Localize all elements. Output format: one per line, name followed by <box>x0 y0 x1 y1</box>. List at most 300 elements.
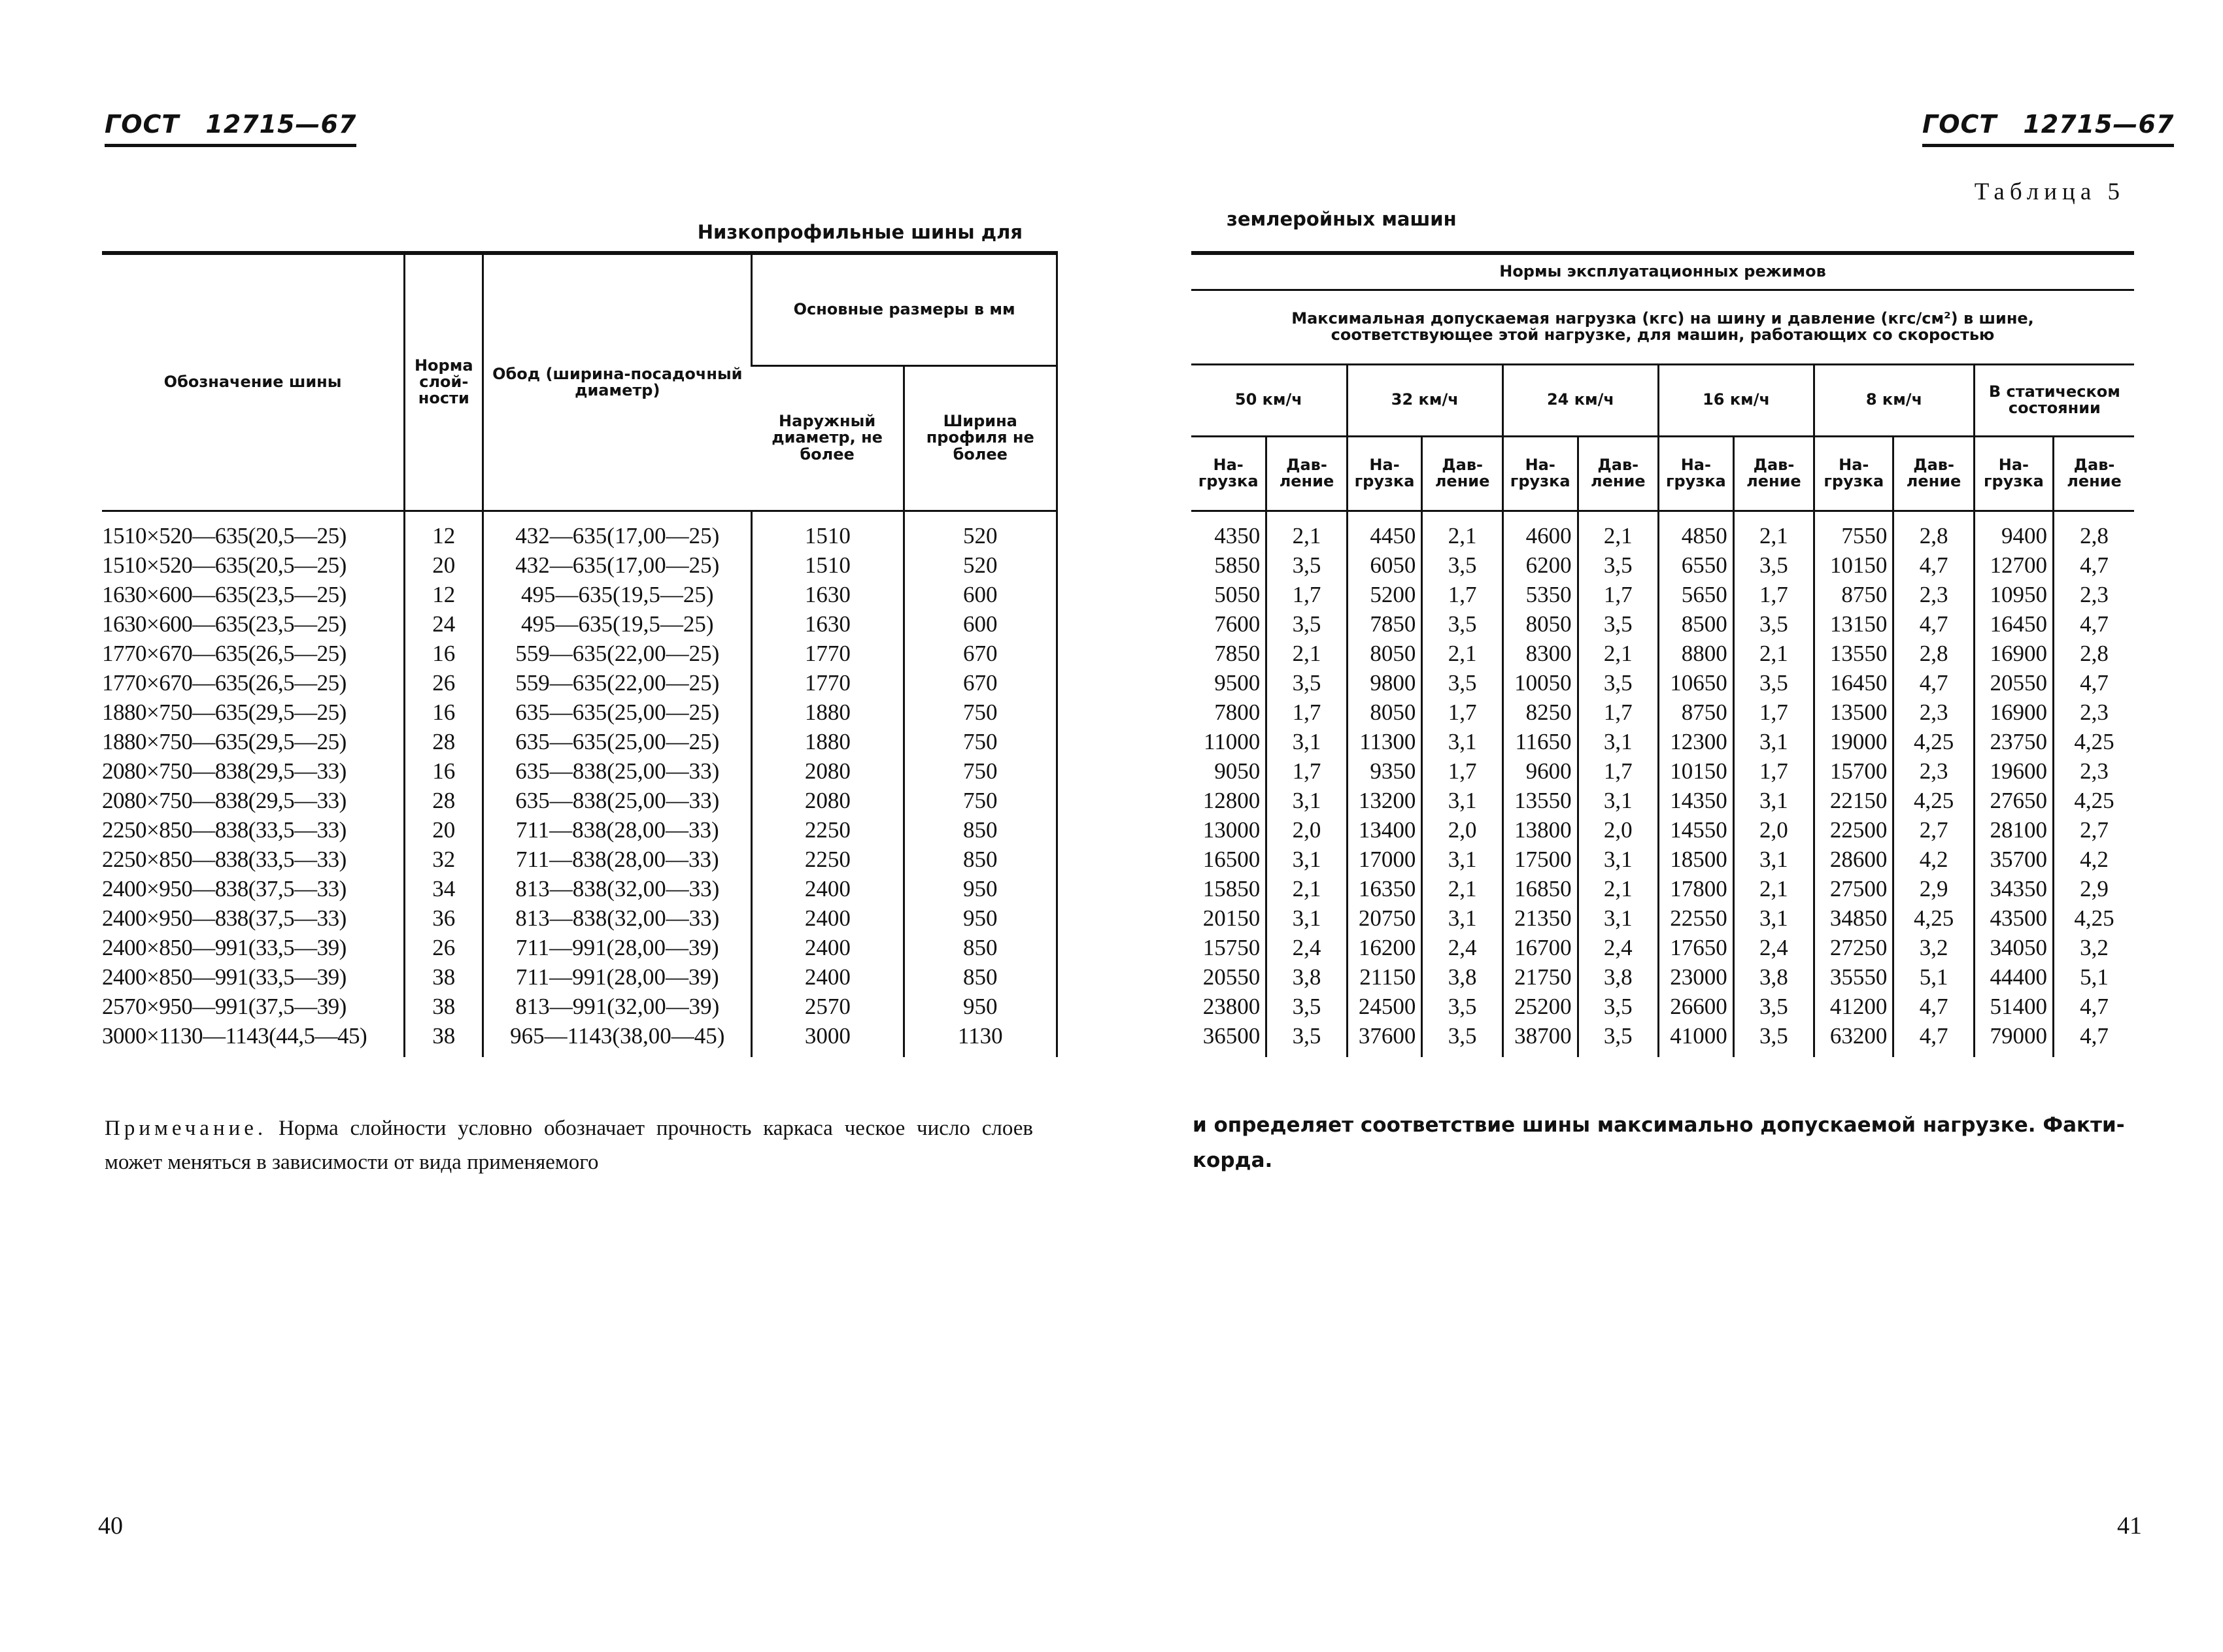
cell-pressure: 2,7 <box>2054 815 2135 845</box>
cell-pressure: 3,5 <box>1578 992 1658 1021</box>
cell-pressure: 2,8 <box>2054 639 2135 668</box>
note-label: Примечание. <box>105 1117 267 1140</box>
cell-load: 9600 <box>1502 756 1578 786</box>
cell-pressure: 3,5 <box>1422 1021 1502 1057</box>
cell-pressure: 2,1 <box>1422 639 1502 668</box>
cell-rim: 813—991(32,00—39) <box>483 992 752 1021</box>
cell-load: 15700 <box>1814 756 1893 786</box>
cell-section-width: 600 <box>904 609 1057 639</box>
cell-load: 34050 <box>1974 933 2053 962</box>
cell-ply-rating: 16 <box>405 639 483 668</box>
cell-pressure: 4,7 <box>2054 992 2135 1021</box>
table-row <box>102 845 1057 874</box>
cell-outer-diameter: 1510 <box>752 511 904 550</box>
cell-load: 28100 <box>1974 815 2053 845</box>
cell-load: 41200 <box>1814 992 1893 1021</box>
cell-section-width: 750 <box>904 786 1057 815</box>
header-pressure: Дав-ление <box>1893 436 1974 511</box>
cell-pressure: 4,7 <box>1893 668 1974 698</box>
header-speed: 32 км/ч <box>1347 364 1502 436</box>
right-header-number: 12715—67 <box>2023 110 2175 139</box>
table-row <box>1191 639 2134 668</box>
cell-ply-rating: 38 <box>405 1021 483 1057</box>
cell-load: 23800 <box>1202 993 1261 1019</box>
cell-load: 13550 <box>1814 639 1893 668</box>
cell-pressure: 2,8 <box>2054 511 2135 550</box>
cell-load: 41000 <box>1658 1021 1733 1057</box>
cell-outer-diameter: 2400 <box>752 903 904 933</box>
cell-ply-rating: 26 <box>405 668 483 698</box>
cell-load: 12300 <box>1658 727 1733 756</box>
cell-pressure: 3,1 <box>1578 845 1658 874</box>
cell-outer-diameter: 2400 <box>752 874 904 903</box>
header-pressure: Дав-ление <box>2054 436 2135 511</box>
cell-ply-rating: 28 <box>405 786 483 815</box>
cell-load: 16900 <box>1974 639 2053 668</box>
cell-outer-diameter: 1630 <box>752 580 904 609</box>
right-header <box>1922 110 2174 147</box>
cell-pressure: 5,1 <box>1893 962 1974 992</box>
cell-pressure: 2,3 <box>1893 698 1974 727</box>
header-speed: 24 км/ч <box>1502 364 1658 436</box>
cell-pressure: 3,5 <box>1578 668 1658 698</box>
cell-load: 17000 <box>1347 845 1422 874</box>
cell-pressure: 3,1 <box>1733 727 1814 756</box>
cell-load: 10050 <box>1502 668 1578 698</box>
cell-load: 8050 <box>1502 609 1578 639</box>
cell-outer-diameter: 1510 <box>752 550 904 580</box>
table-row <box>1191 698 2134 727</box>
cell-load: 11000 <box>1204 728 1261 754</box>
cell-load: 12800 <box>1202 787 1261 813</box>
cell-load: 22550 <box>1658 903 1733 933</box>
cell-load: 20150 <box>1202 905 1261 931</box>
tire-dimensions-table <box>102 251 1058 1057</box>
cell-load: 23000 <box>1658 962 1733 992</box>
table-label: Таблица 5 <box>1974 178 2125 205</box>
cell-load: 9800 <box>1347 668 1422 698</box>
tire-dimensions-body <box>102 511 1057 1057</box>
cell-pressure: 3,1 <box>1733 903 1814 933</box>
cell-outer-diameter: 2570 <box>752 992 904 1021</box>
table-row <box>1191 756 2134 786</box>
cell-pressure: 2,8 <box>1893 639 1974 668</box>
left-note <box>105 1111 1033 1179</box>
header-pressure: Дав-ление <box>1266 436 1347 511</box>
cell-pressure: 1,7 <box>1266 756 1347 786</box>
load-pressure-body <box>1191 511 2134 1057</box>
header-load: На-грузка <box>1347 436 1422 511</box>
cell-pressure: 2,4 <box>1266 933 1347 962</box>
cell-pressure: 3,5 <box>1422 550 1502 580</box>
cell-designation: 1880×750—635(29,5—25) <box>102 699 347 725</box>
cell-load: 4600 <box>1502 511 1578 550</box>
left-header-gost: ГОСТ <box>105 110 180 139</box>
cell-rim: 432—635(17,00—25) <box>483 511 752 550</box>
cell-ply-rating: 12 <box>405 511 483 550</box>
cell-pressure: 3,1 <box>1422 727 1502 756</box>
table-row <box>1191 874 2134 903</box>
cell-pressure: 2,0 <box>1733 815 1814 845</box>
header-rim: Обод (ширина-посадочный диаметр) <box>483 253 752 511</box>
cell-pressure: 1,7 <box>1266 698 1347 727</box>
cell-rim: 495—635(19,5—25) <box>483 609 752 639</box>
cell-pressure: 3,5 <box>1422 609 1502 639</box>
header-load: На-грузка <box>1502 436 1578 511</box>
cell-load: 35700 <box>1974 845 2053 874</box>
table-row <box>102 903 1057 933</box>
right-header-gost: ГОСТ <box>1922 110 1997 139</box>
table-row <box>102 698 1057 727</box>
table-row <box>102 962 1057 992</box>
cell-load: 5350 <box>1502 580 1578 609</box>
cell-pressure: 1,7 <box>1733 698 1814 727</box>
table-row <box>1191 845 2134 874</box>
cell-load: 8050 <box>1347 698 1422 727</box>
cell-pressure: 3,5 <box>1266 609 1347 639</box>
table-row <box>102 511 1057 550</box>
cell-outer-diameter: 1880 <box>752 727 904 756</box>
cell-pressure: 1,7 <box>1422 698 1502 727</box>
cell-pressure: 3,5 <box>1733 1021 1814 1057</box>
cell-ply-rating: 32 <box>405 845 483 874</box>
cell-designation: 2570×950—991(37,5—39) <box>102 993 347 1019</box>
header-pressure: Дав-ление <box>1422 436 1502 511</box>
cell-outer-diameter: 1630 <box>752 609 904 639</box>
cell-load: 22500 <box>1814 815 1893 845</box>
cell-load: 25200 <box>1502 992 1578 1021</box>
cell-rim: 711—991(28,00—39) <box>483 933 752 962</box>
table-row <box>102 874 1057 903</box>
table-row <box>1191 580 2134 609</box>
cell-load: 10150 <box>1658 756 1733 786</box>
table-row <box>1191 786 2134 815</box>
cell-designation: 1630×600—635(23,5—25) <box>102 581 347 607</box>
table-row <box>102 756 1057 786</box>
load-pressure-table <box>1191 251 2134 1057</box>
table-row <box>1191 609 2134 639</box>
left-header-number: 12715—67 <box>205 110 357 139</box>
page-number-left: 40 <box>98 1512 123 1540</box>
cell-pressure: 4,7 <box>1893 992 1974 1021</box>
cell-pressure: 3,5 <box>1733 992 1814 1021</box>
cell-load: 5650 <box>1658 580 1733 609</box>
cell-pressure: 3,5 <box>1578 550 1658 580</box>
cell-load: 6050 <box>1347 550 1422 580</box>
cell-load: 13000 <box>1202 817 1261 843</box>
note-text: Норма слойности условно обозначает прочность каркаса ческое число слоев может меняться в зависимости от вида применяемого <box>105 1117 1033 1174</box>
header-load: На-грузка <box>1814 436 1893 511</box>
cell-rim: 965—1143(38,00—45) <box>483 1021 752 1057</box>
cell-section-width: 950 <box>904 903 1057 933</box>
cell-section-width: 750 <box>904 756 1057 786</box>
cell-load: 27650 <box>1974 786 2053 815</box>
cell-section-width: 670 <box>904 668 1057 698</box>
cell-outer-diameter: 2080 <box>752 786 904 815</box>
cell-pressure: 3,1 <box>1422 903 1502 933</box>
cell-pressure: 4,2 <box>2054 845 2135 874</box>
cell-section-width: 1130 <box>904 1021 1057 1057</box>
cell-rim: 711—991(28,00—39) <box>483 962 752 992</box>
cell-load: 35550 <box>1814 962 1893 992</box>
cell-load: 7850 <box>1347 609 1422 639</box>
cell-load: 15750 <box>1202 934 1261 960</box>
cell-pressure: 2,8 <box>1893 511 1974 550</box>
header-speed: 16 км/ч <box>1658 364 1814 436</box>
cell-outer-diameter: 1770 <box>752 668 904 698</box>
cell-pressure: 2,4 <box>1422 933 1502 962</box>
cell-pressure: 3,1 <box>1578 903 1658 933</box>
cell-load: 15850 <box>1202 875 1261 902</box>
cell-load: 13400 <box>1347 815 1422 845</box>
cell-load: 8500 <box>1658 609 1733 639</box>
cell-rim: 635—635(25,00—25) <box>483 727 752 756</box>
cell-load: 13150 <box>1814 609 1893 639</box>
cell-load: 37600 <box>1347 1021 1422 1057</box>
cell-pressure: 3,5 <box>1578 609 1658 639</box>
right-table-caption: землеройных машин <box>1227 208 1457 230</box>
table-row <box>102 727 1057 756</box>
cell-pressure: 4,25 <box>2054 903 2135 933</box>
cell-pressure: 3,1 <box>1266 845 1347 874</box>
cell-pressure: 1,7 <box>1578 756 1658 786</box>
cell-rim: 559—635(22,00—25) <box>483 668 752 698</box>
cell-section-width: 850 <box>904 845 1057 874</box>
cell-designation: 1770×670—635(26,5—25) <box>102 640 347 666</box>
cell-load: 16850 <box>1502 874 1578 903</box>
cell-outer-diameter: 1770 <box>752 639 904 668</box>
cell-load: 8300 <box>1502 639 1578 668</box>
cell-section-width: 850 <box>904 962 1057 992</box>
left-table-caption: Низкопрофильные шины для <box>697 221 1023 243</box>
cell-outer-diameter: 3000 <box>752 1021 904 1057</box>
cell-designation: 2250×850—838(33,5—33) <box>102 817 347 843</box>
page-number-right: 41 <box>2117 1512 2142 1540</box>
cell-pressure: 2,1 <box>1578 874 1658 903</box>
cell-pressure: 2,1 <box>1422 511 1502 550</box>
cell-pressure: 3,1 <box>1266 786 1347 815</box>
cell-load: 20550 <box>1974 668 2053 698</box>
cell-load: 16450 <box>1814 668 1893 698</box>
table-row <box>1191 511 2134 550</box>
cell-designation: 2250×850—838(33,5—33) <box>102 846 347 872</box>
cell-load: 51400 <box>1974 992 2053 1021</box>
table-row <box>102 609 1057 639</box>
cell-designation: 2080×750—838(29,5—33) <box>102 787 347 813</box>
table-row <box>102 550 1057 580</box>
cell-pressure: 4,25 <box>2054 786 2135 815</box>
cell-designation: 2400×850—991(33,5—39) <box>102 964 347 990</box>
cell-load: 13500 <box>1814 698 1893 727</box>
cell-pressure: 2,1 <box>1578 511 1658 550</box>
table-row <box>1191 815 2134 845</box>
header-ply-rating: Норма слой-ности <box>405 253 483 511</box>
cell-load: 4850 <box>1658 511 1733 550</box>
cell-load: 5850 <box>1214 552 1261 578</box>
table-row <box>1191 962 2134 992</box>
cell-load: 9400 <box>1974 511 2053 550</box>
table-row <box>102 639 1057 668</box>
cell-load: 24500 <box>1347 992 1422 1021</box>
cell-load: 34850 <box>1814 903 1893 933</box>
cell-ply-rating: 16 <box>405 756 483 786</box>
cell-pressure: 2,0 <box>1422 815 1502 845</box>
cell-pressure: 3,1 <box>1422 845 1502 874</box>
table-row <box>102 1021 1057 1057</box>
cell-load: 10950 <box>1974 580 2053 609</box>
cell-load: 7800 <box>1214 699 1261 725</box>
header-pressure: Дав-ление <box>1733 436 1814 511</box>
table-row <box>102 933 1057 962</box>
cell-load: 34350 <box>1974 874 2053 903</box>
cell-pressure: 2,1 <box>1422 874 1502 903</box>
header-load: На-грузка <box>1191 436 1266 511</box>
cell-ply-rating: 36 <box>405 903 483 933</box>
table-row <box>1191 933 2134 962</box>
cell-pressure: 4,7 <box>2054 550 2135 580</box>
cell-ply-rating: 24 <box>405 609 483 639</box>
cell-pressure: 4,7 <box>1893 550 1974 580</box>
header-max-load: Максимальная допускаемая нагрузка (кгс) на шину и давление (кгс/см²) в шине, соответствующее этой нагрузке, для машин, работающих со скоростью <box>1191 290 2134 364</box>
cell-section-width: 850 <box>904 933 1057 962</box>
cell-pressure: 4,7 <box>2054 609 2135 639</box>
table-row <box>1191 992 2134 1021</box>
cell-pressure: 1,7 <box>1578 698 1658 727</box>
cell-load: 10150 <box>1814 550 1893 580</box>
cell-designation: 1630×600—635(23,5—25) <box>102 611 347 637</box>
cell-ply-rating: 20 <box>405 550 483 580</box>
cell-load: 16900 <box>1974 698 2053 727</box>
cell-load: 63200 <box>1814 1021 1893 1057</box>
cell-load: 19600 <box>1974 756 2053 786</box>
cell-load: 8050 <box>1347 639 1422 668</box>
cell-designation: 2400×850—991(33,5—39) <box>102 934 347 960</box>
cell-pressure: 3,5 <box>1422 668 1502 698</box>
cell-pressure: 2,9 <box>1893 874 1974 903</box>
cell-load: 13800 <box>1502 815 1578 845</box>
cell-section-width: 520 <box>904 550 1057 580</box>
cell-pressure: 2,3 <box>1893 756 1974 786</box>
cell-load: 14350 <box>1658 786 1733 815</box>
cell-pressure: 2,4 <box>1578 933 1658 962</box>
right-note: и определяет соответствие шины максимально допускаемой нагрузке. Факти-корда. <box>1193 1113 2125 1172</box>
cell-load: 16200 <box>1347 933 1422 962</box>
cell-section-width: 600 <box>904 580 1057 609</box>
cell-rim: 432—635(17,00—25) <box>483 550 752 580</box>
cell-outer-diameter: 1880 <box>752 698 904 727</box>
cell-designation: 2080×750—838(29,5—33) <box>102 758 347 784</box>
cell-pressure: 2,3 <box>2054 698 2135 727</box>
cell-section-width: 950 <box>904 992 1057 1021</box>
cell-load: 9350 <box>1347 756 1422 786</box>
cell-ply-rating: 26 <box>405 933 483 962</box>
cell-pressure: 2,4 <box>1733 933 1814 962</box>
cell-pressure: 3,5 <box>1266 992 1347 1021</box>
cell-load: 27500 <box>1814 874 1893 903</box>
cell-pressure: 3,2 <box>1893 933 1974 962</box>
cell-load: 79000 <box>1974 1021 2053 1057</box>
cell-outer-diameter: 2400 <box>752 962 904 992</box>
cell-load: 5050 <box>1214 581 1261 607</box>
cell-load: 17500 <box>1502 845 1578 874</box>
cell-pressure: 3,1 <box>1266 727 1347 756</box>
cell-pressure: 2,1 <box>1733 511 1814 550</box>
header-load: На-грузка <box>1658 436 1733 511</box>
header-speed: 50 км/ч <box>1191 364 1347 436</box>
cell-load: 8750 <box>1658 698 1733 727</box>
table-row <box>102 992 1057 1021</box>
cell-pressure: 3,1 <box>1578 786 1658 815</box>
cell-section-width: 950 <box>904 874 1057 903</box>
table-row <box>102 786 1057 815</box>
cell-pressure: 2,9 <box>2054 874 2135 903</box>
cell-load: 4450 <box>1347 511 1422 550</box>
cell-load: 17650 <box>1658 933 1733 962</box>
cell-load: 16700 <box>1502 933 1578 962</box>
cell-load: 21150 <box>1347 962 1422 992</box>
header-norms: Нормы эксплуатационных режимов <box>1191 253 2134 290</box>
cell-pressure: 3,1 <box>1733 786 1814 815</box>
cell-load: 8750 <box>1814 580 1893 609</box>
cell-load: 27250 <box>1814 933 1893 962</box>
cell-load: 21350 <box>1502 903 1578 933</box>
cell-pressure: 3,5 <box>1266 550 1347 580</box>
header-load: На-грузка <box>1974 436 2053 511</box>
cell-pressure: 3,5 <box>1422 992 1502 1021</box>
cell-outer-diameter: 2250 <box>752 845 904 874</box>
cell-pressure: 1,7 <box>1733 580 1814 609</box>
cell-pressure: 3,5 <box>1266 668 1347 698</box>
cell-rim: 559—635(22,00—25) <box>483 639 752 668</box>
cell-load: 20550 <box>1202 964 1261 990</box>
cell-pressure: 3,1 <box>1733 845 1814 874</box>
cell-pressure: 3,5 <box>1733 550 1814 580</box>
header-speed: В статическом состоянии <box>1974 364 2134 436</box>
table-row <box>1191 1021 2134 1057</box>
cell-pressure: 4,7 <box>2054 668 2135 698</box>
cell-pressure: 2,1 <box>1733 639 1814 668</box>
cell-pressure: 3,5 <box>1578 1021 1658 1057</box>
cell-load: 12700 <box>1974 550 2053 580</box>
cell-pressure: 1,7 <box>1578 580 1658 609</box>
table-row <box>102 580 1057 609</box>
cell-designation: 1770×670—635(26,5—25) <box>102 669 347 696</box>
cell-pressure: 4,25 <box>1893 903 1974 933</box>
cell-load: 4350 <box>1214 522 1261 548</box>
header-pressure: Дав-ление <box>1578 436 1658 511</box>
cell-load: 11300 <box>1347 727 1422 756</box>
cell-outer-diameter: 2400 <box>752 933 904 962</box>
right-page <box>1112 0 2223 1652</box>
cell-pressure: 1,7 <box>1733 756 1814 786</box>
cell-pressure: 2,3 <box>2054 580 2135 609</box>
table-row <box>102 668 1057 698</box>
header-speed: 8 км/ч <box>1814 364 1975 436</box>
cell-pressure: 2,1 <box>1733 874 1814 903</box>
cell-pressure: 4,7 <box>1893 1021 1974 1057</box>
cell-pressure: 4,25 <box>1893 786 1974 815</box>
cell-designation: 2400×950—838(37,5—33) <box>102 875 347 902</box>
cell-rim: 711—838(28,00—33) <box>483 815 752 845</box>
header-outer-diameter: Наружный диаметр, не более <box>752 365 904 511</box>
cell-pressure: 3,8 <box>1422 962 1502 992</box>
cell-designation: 2400×950—838(37,5—33) <box>102 905 347 931</box>
cell-load: 8250 <box>1502 698 1578 727</box>
cell-load: 10650 <box>1658 668 1733 698</box>
cell-load: 5200 <box>1347 580 1422 609</box>
cell-load: 23750 <box>1974 727 2053 756</box>
cell-load: 13550 <box>1502 786 1578 815</box>
